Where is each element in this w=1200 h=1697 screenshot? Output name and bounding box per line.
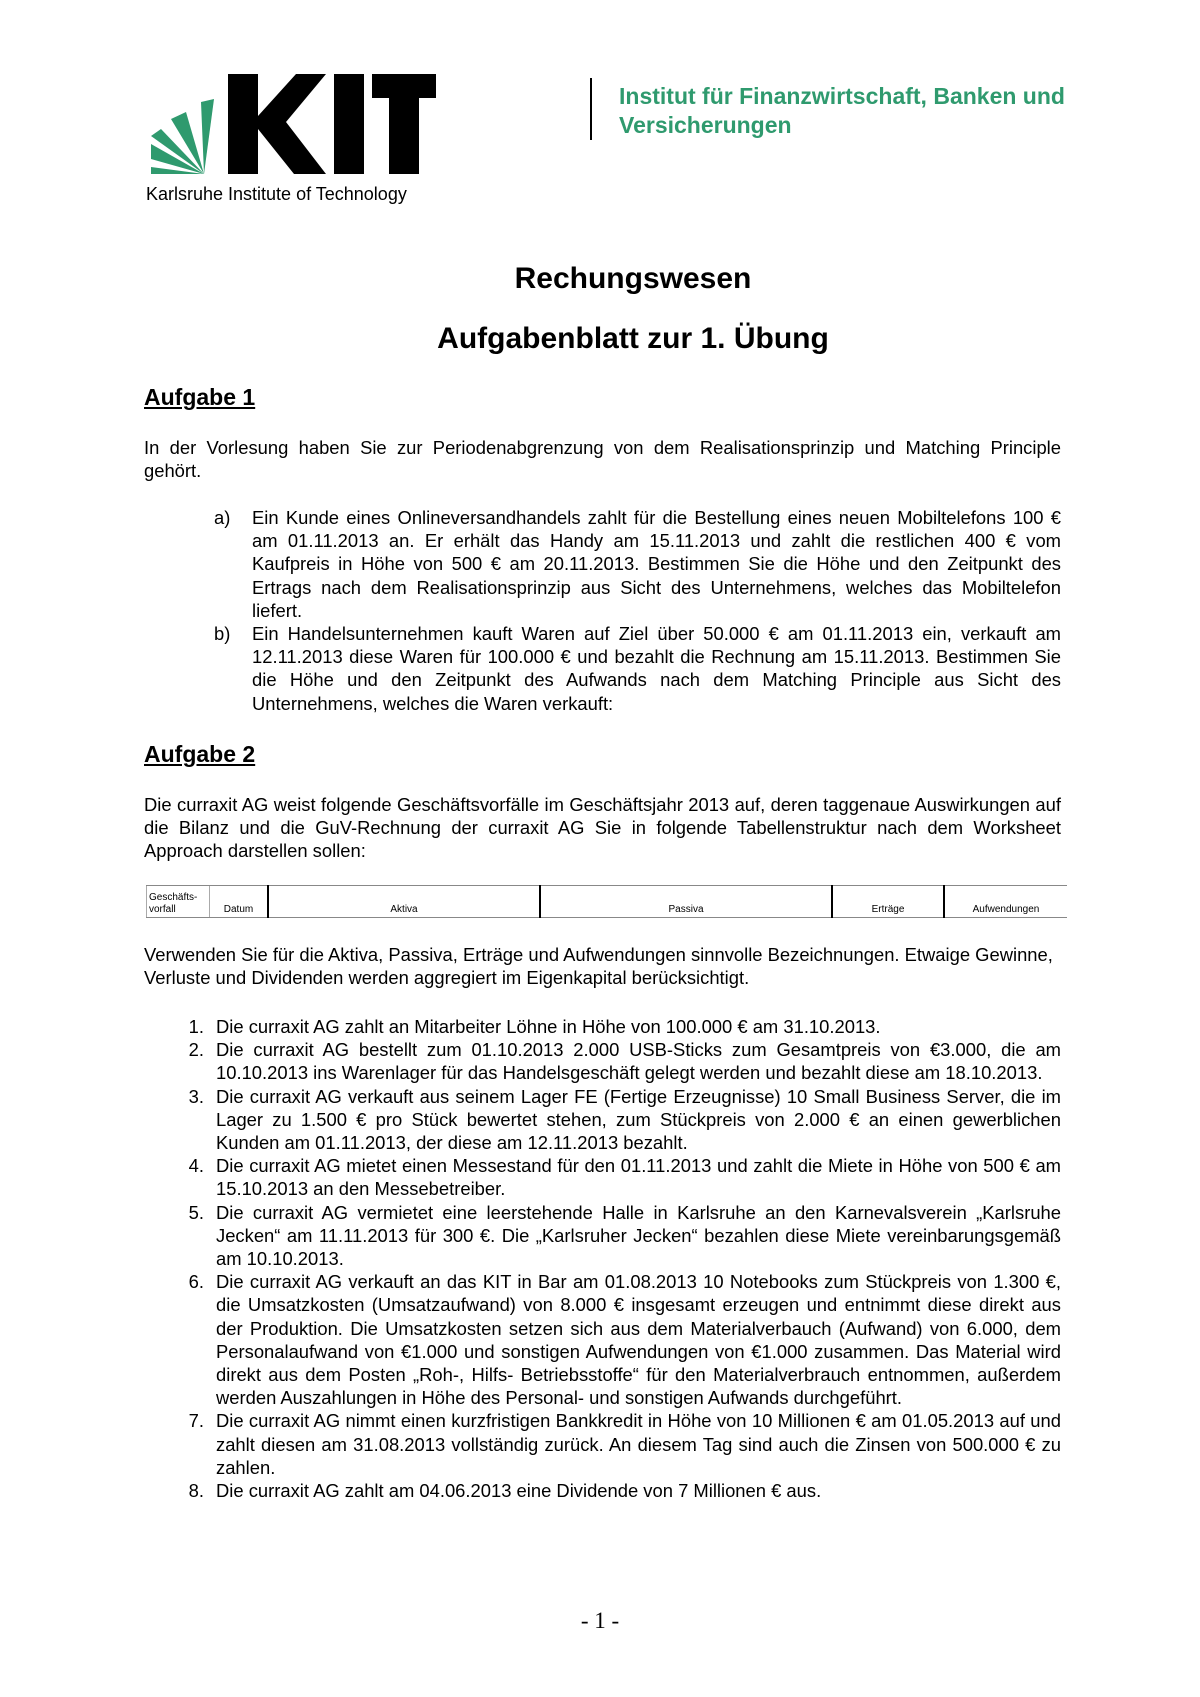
list-item-text: Die curraxit AG nimmt einen kurzfristigen Bankkredit in Höhe von 10 Millionen € am 01.05.2013 auf und zahlt diesen am 31.08.2013 vollständig zurück. An diesem Tag sind auch die Zinsen von 500.000 € zu zahlen. bbox=[216, 1410, 1061, 1478]
header-datum: Datum bbox=[210, 886, 269, 918]
header-geschaeftsvorfall-line1: Geschäfts- bbox=[149, 892, 198, 903]
institute-line-2: Versicherungen bbox=[619, 112, 792, 138]
header-ertraege: Erträge bbox=[832, 886, 944, 918]
list-item-text: Die curraxit AG zahlt an Mitarbeiter Löhne in Höhe von 100.000 € am 31.10.2013. bbox=[216, 1016, 881, 1037]
list-marker: 3. bbox=[188, 1085, 204, 1107]
header-passiva: Passiva bbox=[540, 886, 832, 918]
list-marker: a) bbox=[214, 507, 231, 528]
header-aufwendungen: Aufwendungen bbox=[944, 886, 1067, 918]
list-item-text: Die curraxit AG zahlt am 04.06.2013 eine Dividende von 7 Millionen € aus. bbox=[216, 1480, 822, 1502]
list-item bbox=[188, 1015, 1061, 1038]
list-marker: 6. bbox=[188, 1271, 204, 1293]
list-marker: 8. bbox=[188, 1480, 204, 1502]
page-number: - 1 - bbox=[580, 1608, 620, 1633]
aufgabe-2-intro: Die curraxit AG weist folgende Geschäftsvorfälle im Geschäftsjahr 2013 auf, deren taggenaue Auswirkungen auf die Bilanz und die GuV-Rechnung der curraxit AG Sie in folgende Tabellenstruktur nach dem Worksheet Approach darstellen sollen: bbox=[144, 794, 1061, 861]
list-item bbox=[188, 1409, 1061, 1479]
institute-line-1: Institut für Finanzwirtschaft, Banken und bbox=[619, 83, 1065, 109]
list-marker: 7. bbox=[188, 1410, 204, 1432]
list-item-text: Die curraxit AG vermietet eine leerstehende Halle in Karlsruhe an den Karnevalsverein „Karlsruhe Jecken“ am 11.11.2013 für 300 €. Die „Karlsruher Jecken“ bezahlen diese Miete vereinbarungsgemäß am 10.10.2013. bbox=[216, 1201, 1061, 1270]
list-item bbox=[214, 622, 1061, 715]
kit-logo-letters bbox=[228, 74, 436, 174]
list-item bbox=[188, 1085, 1061, 1155]
list-item bbox=[188, 1270, 1061, 1409]
document-subtitle: Aufgabenblatt zur 1. Übung bbox=[437, 322, 829, 355]
header-geschaeftsvorfall-line2: vorfall bbox=[149, 904, 176, 915]
aufgabe-2-list bbox=[188, 1015, 1061, 1502]
list-item-text: Ein Handelsunternehmen kauft Waren auf Ziel über 50.000 € am 01.11.2013 ein, verkauft am 12.11.2013 diese Waren für 100.000 € und bezahlt die Rechnung am 15.11.2013. Bestimmen Sie die Höhe und den Zeitpunkt des Aufwands nach dem Matching Principle aus Sicht des Unternehmens, welches die Waren verkauft: bbox=[252, 623, 1061, 714]
list-marker: 2. bbox=[188, 1039, 204, 1061]
aufgabe-2-heading: Aufgabe 2 bbox=[144, 741, 256, 767]
logo-caption: Karlsruhe Institute of Technology bbox=[146, 184, 407, 204]
document-title: Rechungswesen bbox=[514, 262, 752, 295]
list-item bbox=[188, 1201, 1061, 1271]
list-item bbox=[188, 1154, 1061, 1200]
kit-logo-rays bbox=[151, 99, 214, 174]
header-divider bbox=[590, 78, 592, 140]
worksheet-header-row bbox=[147, 886, 1068, 918]
aufgabe-2-note: Verwenden Sie für die Aktiva, Passiva, Erträge und Aufwendungen sinnvolle Bezeichnungen. Etwaige Gewinne, Verluste und Dividenden werden aggregiert im Eigenkapital berücksichtigt. bbox=[144, 944, 1053, 988]
list-item bbox=[188, 1038, 1061, 1084]
list-marker: 4. bbox=[188, 1155, 204, 1177]
list-marker: 5. bbox=[188, 1201, 204, 1223]
institute-name bbox=[619, 82, 1065, 140]
aufgabe-1-heading: Aufgabe 1 bbox=[144, 384, 256, 410]
list-item bbox=[214, 506, 1061, 622]
worksheet-table bbox=[146, 885, 1067, 918]
list-item bbox=[188, 1479, 1061, 1502]
list-item-text: Ein Kunde eines Onlineversandhandels zahlt für die Bestellung eines neuen Mobiltelefons 100 € am 01.11.2013 an. Er erhält das Handy am 15.11.2013 und zahlt die restlichen 400 € vom Kaufpreis in Höhe von 500 € am 20.11.2013. Bestimmen Sie die Höhe und den Zeitpunkt des Ertrags nach dem Realisationsprinzip aus Sicht des Unternehmens, welches das Mobiltelefon liefert. bbox=[252, 507, 1061, 621]
aufgabe-1-intro: In der Vorlesung haben Sie zur Periodenabgrenzung von dem Realisationsprinzip und Matching Principle gehört. bbox=[144, 437, 1061, 481]
list-item-text: Die curraxit AG bestellt zum 01.10.2013 2.000 USB-Sticks zum Gesamtpreis von €3.000, die am 10.10.2013 ins Warenlager für das Handelsgeschäft gelegt werden und bezahlt diese am 18.10.2013. bbox=[216, 1039, 1061, 1084]
list-marker: b) bbox=[214, 623, 231, 645]
list-item-text: Die curraxit AG verkauft an das KIT in Bar am 01.08.2013 10 Notebooks zum Stückpreis von 1.300 €, die Umsatzkosten (Umsatzaufwand) von 8.000 € insgesamt erzeugen und entnimmt diese direkt aus der Produktion. Die Umsatzkosten setzen sich aus dem Materialverbauch (Aufwand) von 6.000, dem Personalaufwand von €1.000 und sonstigen Aufwendungen von €1.000 zusammen. Das Material wird direkt aus dem Posten „Roh-, Hilfs- Betriebsstoffe“ für den Materialverbrauch entnommen, außerdem werden Auszahlungen in Höhe des Personal- und sonstigen Aufwands durchgeführt. bbox=[216, 1271, 1061, 1409]
list-item-text: Die curraxit AG mietet einen Messestand für den 01.11.2013 und zahlt die Miete in Höhe von 500 € am 15.10.2013 an den Messebetreiber. bbox=[216, 1155, 1061, 1200]
aufgabe-1-list bbox=[214, 506, 1061, 715]
list-marker: 1. bbox=[188, 1016, 204, 1037]
header-aktiva: Aktiva bbox=[268, 886, 540, 918]
header-geschaeftsvorfall bbox=[147, 886, 210, 918]
list-item-text: Die curraxit AG verkauft aus seinem Lager FE (Fertige Erzeugnisse) 10 Small Business Server, die im Lager zu 1.500 € pro Stück bewertet stehen, zum Stückpreis von 2.000 € an einen gewerblichen Kunden am 01.11.2013, der diese am 12.11.2013 bezahlt. bbox=[216, 1085, 1061, 1154]
